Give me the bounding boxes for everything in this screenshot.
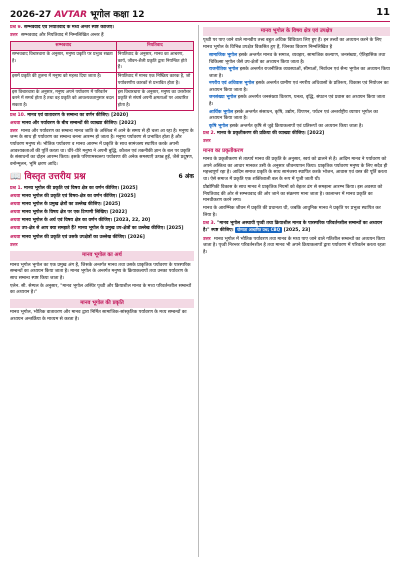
question-text: मानव भूगोल के अर्थ एवं विषय क्षेत्र का वर्णन कीजिए। <box>21 218 113 224</box>
list-item-text: इसके अन्तर्गत मानव के समाज, व्यवहार, सामाजिक कल्याण, जनसंख्या, ऐतिहासिक तथा चिकित्सा भूगोल जैसे उप-क्षेत्रों का अध्ययन किया जाता है। <box>209 53 386 65</box>
or-label: अथवा <box>10 120 21 126</box>
meaning-heading: मानव भूगोल का अर्थ <box>10 251 194 260</box>
table-row <box>11 73 194 89</box>
question-year: [2025] <box>118 194 136 200</box>
list-item-name: नगरीय एवं अधिवास भूगोल <box>209 81 255 87</box>
list-item-name: आर्थिक भूगोल <box>209 109 234 115</box>
section-marks: 6 अंक <box>178 173 194 181</box>
comparison-table <box>10 41 194 111</box>
answer-text: मानव भूगोल में भौतिक पर्यावरण तथा मानव के मध्य पाए जाने वाले गतिशील सम्बन्धों का अध्ययन किया जाता है। पृथ्वी निरन्तर परिवर्तनशील है तथा मानव भी अपने क्रियाकलापों द्वारा पर्यावरण में परिवर्तन करता रहता है। <box>203 236 386 255</box>
column-divider <box>198 25 199 557</box>
book-icon: 📖 <box>10 172 22 183</box>
list-item-text: इसके अन्तर्गत कृषि से जुड़े क्रियाकलापों एवं प्रतिरूपों का अध्ययन किया जाता है। <box>229 123 364 129</box>
question-text: मानव एवं वातावरण के सम्बन्ध का वर्णन कीजिए। <box>27 112 110 118</box>
meaning-text: मानव भूगोल भूगोल का एक प्रमुख अंग है, जिसके अन्तर्गत मानव तथा उसके प्राकृतिक पर्यावरण के पारस्परिक सम्बन्धों का अध्ययन किया जाता है। मानव भूगोल के अन्तर्गत मनुष्य के क्रियाकलापों तथा उनका पर्यावरण के साथ सम्बन्ध स्पष्ट किया जाता है। <box>10 262 191 281</box>
or-question <box>10 194 194 201</box>
or-label: अथवा <box>10 234 21 240</box>
definition-text: एलेन. सी. सेम्पल के अनुसार, "मानव भूगोल अस्थिर पृथ्वी और क्रियाशील मानव के मध्य परिवर्तनशील सम्बन्धों का अध्ययन है।" <box>10 283 192 296</box>
section-title-text: विस्तृत उत्तरीय प्रश्न <box>24 172 86 183</box>
table-cell: सम्भववाद विचारधारा के अनुसार, मनुष्य प्रकृति पर प्रभुत्व रखता है। <box>11 51 117 73</box>
answer-text: मानव और पर्यावरण का सम्बन्ध मानव जाति के अस्तित्व में आने के समय से ही चला आ रहा है। मनुष्य के जन्म के साथ ही पर्यावरण का सम्बन्ध बनना आरम्भ हो जाता है। मनुष्य पर्यावरण से प्रभावित होता है और पर्यावरण मनुष्य से। भौतिक पर्यावरण व मानव आरम्भ में प्रकृति के साथ सामंजस्य स्थापित करके अपनी आवश्यकताओं की पूर्ति करता था। धीरे-धीरे मनुष्य ने अपनी बुद्धि, कौशल एवं तकनीकी ज्ञान के बल पर प्रकृति के संसाधनों का दोहन आरम्भ किया। इसके परिणामस्वरूप पर्यावरण की अनेक समस्याएँ उत्पन्न हुईं, जैसे प्रदूषण, वनोन्मूलन, भूमि क्षरण आदि। <box>10 128 194 167</box>
question-tag-badge: योग्यता आधारित प्रश्न; CBQ <box>237 227 280 233</box>
header-title <box>10 7 145 20</box>
question-1 <box>10 186 194 193</box>
nature-text: मानव भूगोल, भौतिक वातावरण और मानव द्वारा निर्मित सामाजिक-सांस्कृतिक पर्यावरण के मध्य सम्बन्धों का अध्ययन अन्तर्क्रिया के माध्यम से करता है। <box>10 310 187 322</box>
table-cell: इस विचारधारा के अनुसार, मनुष्य का उत्तरोत्तर प्रकृति से संघर्ष अपनी क्षमताओं पर आधारित होता है। <box>116 88 193 110</box>
left-column <box>10 25 194 557</box>
question-10 <box>10 113 194 120</box>
or-question <box>10 202 194 209</box>
or-label: अथवा <box>10 226 21 232</box>
list-item <box>209 53 390 66</box>
nature-heading: मानव भूगोल की प्रकृति <box>10 299 194 308</box>
list-item-text: इसके अन्तर्गत ग्रामीण एवं नगरीय अधिवासों के प्रतिरूप, विकास एवं नियोजन का अध्ययन किया जाता है। <box>209 81 389 93</box>
answer-label: उत्तर <box>203 236 211 242</box>
table-cell: नियतिवाद में मानव एक निष्क्रिय कारक है, जो पर्यावरणीय कारकों से प्रभावित होता है। <box>116 73 193 89</box>
header-year: 2026-27 <box>10 10 52 20</box>
question-year: [2022] <box>119 120 137 126</box>
question-2 <box>203 131 390 138</box>
question-text: सम्भववाद एवं नियतिवाद के मध्य अन्तर स्पष्ट कीजिए। <box>24 25 114 30</box>
answer-1-label-row <box>10 243 194 250</box>
answer-label: उत्तर <box>10 128 18 134</box>
or-question <box>10 210 194 217</box>
table-cell: इस विचारधारा के अनुसार, मनुष्य अपने पर्यावरण में परिवर्तन करने में समर्थ होता है तथा वह प्रकृति को आवश्यकतानुसार बदल सकता है। <box>11 88 117 110</box>
or-label: अथवा <box>10 194 21 200</box>
or-label: अथवा <box>10 202 21 208</box>
question-number: प्रश्न 3. <box>203 220 216 226</box>
table-header: सम्भववाद <box>11 42 117 51</box>
answer-label: उत्तर <box>203 139 211 145</box>
table-header: नियतिवाद <box>116 42 193 51</box>
header-brand-logo: AVTAR <box>54 10 88 20</box>
question-text: "मानव भूगोल अस्थायी पृथ्वी तथा क्रियाशील मानव के पारस्परिक परिवर्तनशील सम्बन्धों का अध्ययन है।" स्पष्ट कीजिए। <box>203 220 383 234</box>
answer-10 <box>10 129 194 168</box>
question-text: मानव और पर्यावरण के बीच सम्बन्धों की व्याख्या कीजिए। <box>21 120 118 126</box>
question-year: [2026] <box>127 234 145 240</box>
question-year: [2025] <box>103 202 121 208</box>
list-item-text: इसके अन्तर्गत जनसंख्या वितरण, घनत्व, वृद्धि, संघटन एवं प्रवास का अध्ययन किया जाता है। <box>209 95 386 107</box>
header-class: कक्षा 12 <box>113 10 145 20</box>
or-question <box>10 235 194 242</box>
list-item-name: कृषि भूगोल <box>209 123 229 129</box>
question-text: मानव भूगोल के विषय क्षेत्र पर एक टिप्पणी लिखिए। <box>21 210 109 216</box>
or-label: अथवा <box>10 210 21 216</box>
answer-text: मानव के आरम्भिक जीवन में प्रकृति की प्रधानता थी, जबकि आधुनिक मानव ने प्रकृति पर प्रभुत्व स्थापित कर लिया है। <box>203 206 381 218</box>
question-number: प्रश्न 2. <box>203 131 216 137</box>
list-item-text: इसके अन्तर्गत राजनीतिक व्यवस्थाओं, सीमाओं, निर्वाचन एवं सैन्य भूगोल का अध्ययन किया जाता है। <box>209 67 390 79</box>
question-number: प्रश्न 9. <box>10 25 23 30</box>
header-divider <box>10 21 390 22</box>
scope-list <box>203 53 390 130</box>
question-year: [2025, 23] <box>283 228 311 234</box>
question-year: [2025] <box>166 226 184 232</box>
question-text: मानव भूगोल की प्रकृति एवं विषय-क्षेत्र का वर्णन कीजिए। <box>21 194 118 200</box>
question-year: [2023, 22, 20] <box>113 218 151 224</box>
page-number: 11 <box>376 7 390 18</box>
table-row <box>11 51 194 73</box>
question-text: उप-क्षेत्र से आप क्या समझते हैं? मानव भूगोल के प्रमुख उप-क्षेत्रों का उल्लेख कीजिए। <box>21 226 165 232</box>
right-column <box>203 25 390 557</box>
question-text: मानव भूगोल की प्रकृति एवं उसके उपक्षेत्रों का उल्लेख कीजिए। <box>21 234 127 240</box>
question-number: प्रश्न 1. <box>10 186 23 192</box>
or-label: अथवा <box>10 218 21 224</box>
question-text: मानव भूगोल के प्रमुख क्षेत्रों का उल्लेख कीजिए। <box>21 202 102 208</box>
answer-text: सम्भववाद और नियतिवाद में निम्नलिखित अन्तर हैं <box>21 33 104 39</box>
question-year: [2022] <box>307 131 325 137</box>
list-item <box>209 110 390 123</box>
section-title <box>10 171 194 184</box>
or-question <box>10 218 194 225</box>
or-question <box>10 226 194 233</box>
list-item <box>209 95 390 108</box>
table-cell: इसमें प्रकृति की तुलना में मनुष्य को महत्त्व दिया जाता है। <box>11 73 117 89</box>
answer-9 <box>10 33 194 40</box>
question-3 <box>203 221 390 235</box>
scope-heading: मानव भूगोल के विषय क्षेत्र एवं उपक्षेत्र <box>203 27 390 36</box>
answer-2-label-row <box>203 139 390 146</box>
question-9 <box>10 25 194 32</box>
table-cell: नियतिवाद के अनुसार, मानव का आचरण, कार्य, जीवन-शैली प्रकृति द्वारा नियन्त्रित होते हैं। <box>116 51 193 73</box>
table-row <box>11 88 194 110</box>
list-item-text: इसके अन्तर्गत संसाधन, कृषि, उद्योग, विपणन, पर्यटन एवं अन्तर्राष्ट्रीय व्यापार भूगोल का अध्ययन किया जाता है। <box>209 109 378 122</box>
list-item-name: राजनीतिक भूगोल <box>209 67 239 73</box>
question-text: मानव के प्रकृतीकरण की प्रक्रिया की व्याख्या कीजिए। <box>217 131 306 137</box>
question-10-or <box>10 121 194 128</box>
page-header <box>10 7 390 21</box>
question-number: प्रश्न 10. <box>10 112 26 118</box>
header-subject: भूगोल <box>90 10 111 20</box>
question-year: [2022] <box>109 210 127 216</box>
question-year: [2025] <box>120 186 138 192</box>
list-item-name: सामाजिक भूगोल <box>209 53 238 59</box>
list-item-name: जनसंख्या भूगोल <box>209 95 237 101</box>
answer-text: प्रौद्योगिकी विकास के साथ मानव ने प्राकृतिक नियमों को बेहतर ढंग से समझना आरम्भ किया। इस अवस्था को नियतिवाद की ओर से सम्भववाद की ओर जाने का संक्रमण माना जाता है। कालान्तर में मानव प्रकृति का मानवीकरण करने लगा। <box>203 185 383 204</box>
list-item <box>209 124 390 131</box>
list-item <box>209 67 390 80</box>
answer-text: मानव के प्रकृतीकरण से तात्पर्य मानव की प्रकृति के अनुसार, स्वयं को ढालने से है। आदिम मानव ने पर्यावरण को अपने अस्तित्व का आधार मानकर उसी के अनुसार जीवनयापन किया। प्राकृतिक पर्यावरण मनुष्य के लिए सदैव ही महत्त्वपूर्ण रहा है। आदिम समाज प्रकृति के साथ सामंजस्य स्थापित करके भोजन, आवास एवं वस्त्र की पूर्ति करता था। ऐसे समाज में प्रकृति एक शक्तिशाली बल के रूप में पूजी जाती थी। <box>203 157 388 182</box>
question-year: [2020] <box>111 112 129 118</box>
scope-intro: पृथ्वी पर पाए जाने वाले मानवीय तत्त्व बहुत अधिक विविधता लिए हुए हैं। इन तत्त्वों का अध्ययन करने के लिए मानव भूगोल के विभिन्न उपक्षेत्र विकसित हुए हैं, जिनका विवरण निम्नलिखित है <box>203 38 382 50</box>
answer-3 <box>203 237 390 257</box>
list-item <box>209 81 390 94</box>
answer-label: उत्तर <box>10 242 18 248</box>
answer-subheading: मानव का प्रकृतीकरण <box>203 147 244 154</box>
answer-label: उत्तर <box>10 33 18 39</box>
question-text: मानव भूगोल की प्रकृति एवं विषय क्षेत्र का वर्णन कीजिए। <box>24 186 119 192</box>
